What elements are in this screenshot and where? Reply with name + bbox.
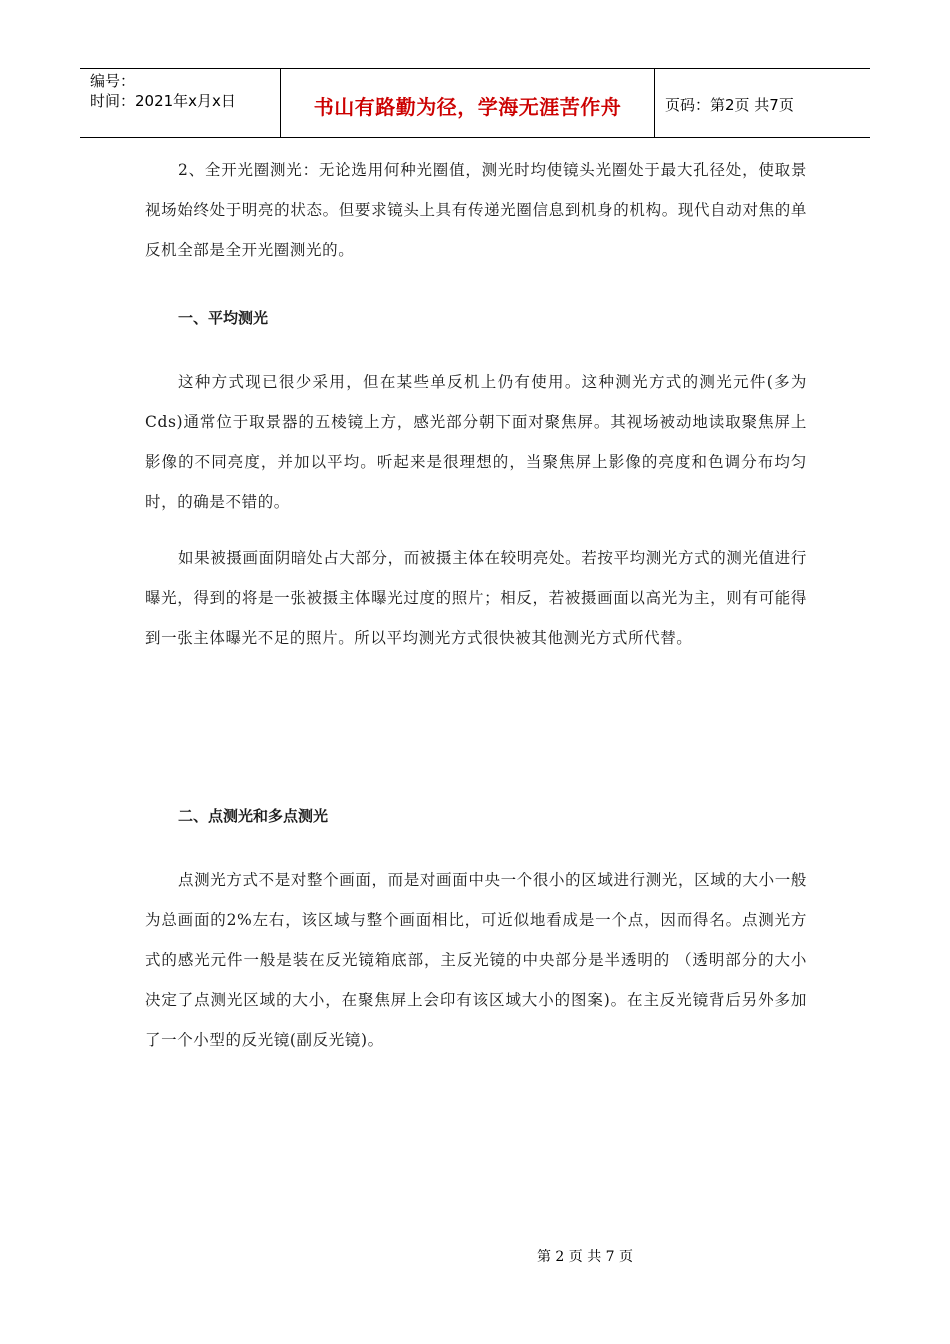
serial-label: 编号： bbox=[90, 72, 136, 90]
paragraph-full-aperture-metering: 2、全开光圈测光：无论选用何种光圈值，测光时均使镜头光圈处于最大孔径处，使取景视场始终处于明亮的状态。但要求镜头上具有传递光圈信息到机身的机构。现代自动对焦的单反机全部是全开光圈测光的。 bbox=[145, 161, 807, 259]
section-heading-average-metering: 一、平均测光 bbox=[178, 309, 269, 327]
date-label: 时间：2021年x月x日 bbox=[90, 92, 236, 110]
page-header bbox=[80, 68, 870, 138]
header-motto: 书山有路勤为径，学海无涯苦作舟 bbox=[281, 69, 655, 137]
document-body bbox=[145, 150, 807, 1060]
paragraph-average-metering-drawback: 如果被摄画面阴暗处占大部分，而被摄主体在较明亮处。若按平均测光方式的测光值进行曝光，得到的将是一张被摄主体曝光过度的照片；相反，若被摄画面以高光为主，则有可能得到一张主体曝光不足的照片。所以平均测光方式很快被其他测光方式所代替。 bbox=[145, 549, 807, 647]
section-heading-spot-metering: 二、点测光和多点测光 bbox=[178, 807, 329, 825]
header-meta bbox=[80, 69, 281, 137]
paragraph-average-metering-intro: 这种方式现已很少采用，但在某些单反机上仍有使用。这种测光方式的测光元件(多为Cds)通常位于取景器的五棱镜上方，感光部分朝下面对聚焦屏。其视场被动地读取聚焦屏上影像的不同亮度，并加以平均。听起来是很理想的，当聚焦屏上影像的亮度和色调分布均匀时，的确是不错的。 bbox=[145, 373, 807, 511]
paragraph-spot-metering: 点测光方式不是对整个画面，而是对画面中央一个很小的区域进行测光，区域的大小一般为总画面的2%左右，该区域与整个画面相比，可近似地看成是一个点，因而得名。点测光方式的感光元件一般是装在反光镜箱底部，主反光镜的中央部分是半透明的 （透明部分的大小决定了点测光区域的大小，在聚焦屏上会印有该区域大小的图案)。在主反光镜背后另外多加了一个小型的反光镜(副反光镜)。 bbox=[145, 871, 807, 1049]
header-page-info: 页码：第2页 共7页 bbox=[665, 95, 794, 114]
page-footer: 第 2 页 共 7 页 bbox=[536, 1249, 634, 1265]
